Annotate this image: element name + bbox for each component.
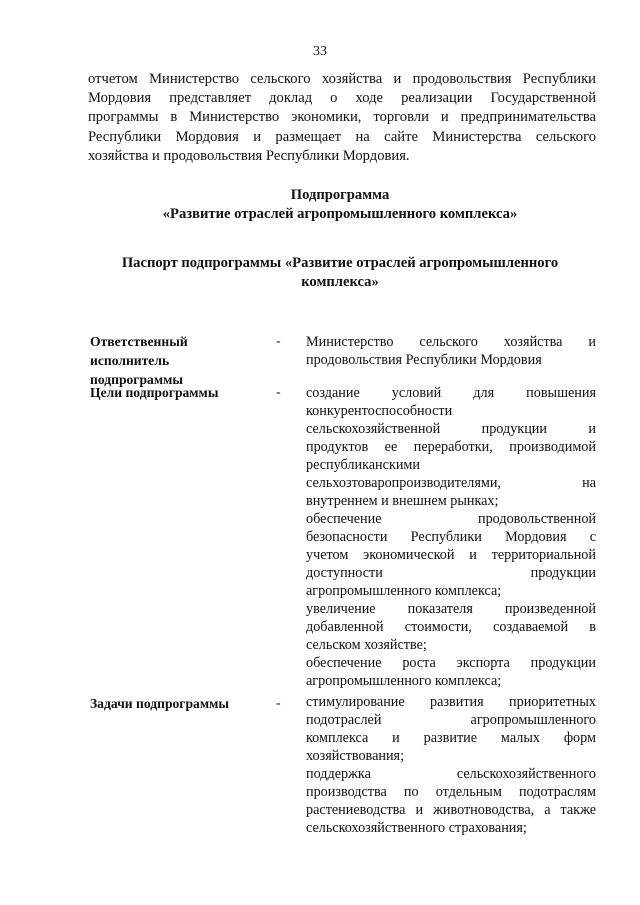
value-line: продуктов ее переработки, производимой (306, 439, 596, 455)
value-line: агропромышленного комплекса; (306, 583, 502, 599)
label-line: Ответственный (90, 334, 188, 349)
value-line: комплекса и развитие малых форм (306, 730, 596, 746)
value-line: агропромышленного комплекса; (306, 673, 502, 689)
value-line: поддержка сельскохозяйственного (306, 766, 596, 782)
subprogram-heading: Подпрограмма (290, 187, 390, 203)
value-line: подотраслей агропромышленного (306, 712, 596, 728)
row-value-responsible (306, 333, 596, 369)
value-line: сельскохозяйственного страхования; (306, 820, 527, 836)
value-line: Министерство сельского хозяйства и (306, 334, 596, 350)
row-label-tasks (90, 694, 270, 713)
value-line: добавленной стоимости, создаваемой в (306, 619, 596, 635)
value-line: республиканскими (306, 457, 420, 473)
intro-line: отчетом Министерство сельского хозяйства и продовольствия Республики (88, 71, 596, 87)
passport-title (0, 254, 640, 292)
row-dash: - (276, 385, 281, 400)
intro-paragraph (88, 70, 596, 166)
subprogram-title (0, 186, 640, 224)
page-number: 33 (313, 44, 327, 59)
intro-line: Республики Мордовия и размещает на сайте Министерства сельского (88, 128, 596, 145)
value-line: стимулирование развития приоритетных (306, 694, 596, 710)
value-line: увеличение показателя произведенной (306, 601, 596, 617)
label-line: Задачи подпрограммы (90, 696, 229, 711)
row-label-responsible (90, 332, 270, 389)
row-value-goals (306, 384, 596, 690)
value-line: доступности продукции (306, 565, 596, 581)
value-line: сельскохозяйственной продукции и (306, 421, 596, 437)
subprogram-name: «Развитие отраслей агропромышленного комплекса» (162, 206, 518, 222)
value-line: создание условий для повышения (306, 385, 596, 401)
value-line: внутреннем и внешнем рынках; (306, 493, 499, 509)
row-label-goals (90, 383, 270, 402)
label-line: исполнитель (90, 353, 170, 368)
value-line: обеспечение роста экспорта продукции (306, 655, 596, 671)
value-line: конкурентоспособности (306, 403, 453, 419)
value-line: хозяйствования; (306, 748, 405, 764)
value-line: продовольствия Республики Мордовия (306, 352, 542, 368)
row-dash: - (276, 334, 281, 349)
value-line: сельском хозяйстве; (306, 637, 427, 653)
row-dash: - (276, 696, 281, 711)
value-line: сельхозтоваропроизводителями, на (306, 475, 596, 491)
value-line: растениеводства и животноводства, а также (306, 802, 596, 818)
intro-line: хозяйства и продовольствия Республики Мордовия. (88, 147, 410, 164)
row-value-tasks (306, 693, 596, 837)
passport-title-line: комплекса» (301, 274, 379, 290)
passport-title-line: Паспорт подпрограммы «Развитие отраслей агропромышленного (121, 255, 559, 271)
value-line: безопасности Республики Мордовия с (306, 529, 596, 545)
value-line: учетом экономической и территориальной (306, 547, 596, 563)
intro-line: программы в Министерство экономики, торговли и предпринимательства (88, 109, 596, 126)
intro-line: Мордовия представляет доклад о ходе реализации Государственной (88, 90, 596, 107)
label-line: Цели подпрограммы (90, 385, 219, 400)
value-line: обеспечение продовольственной (306, 511, 596, 527)
value-line: производства по отдельным подотраслям (306, 784, 596, 800)
label-line: подпрограммы (90, 372, 183, 387)
